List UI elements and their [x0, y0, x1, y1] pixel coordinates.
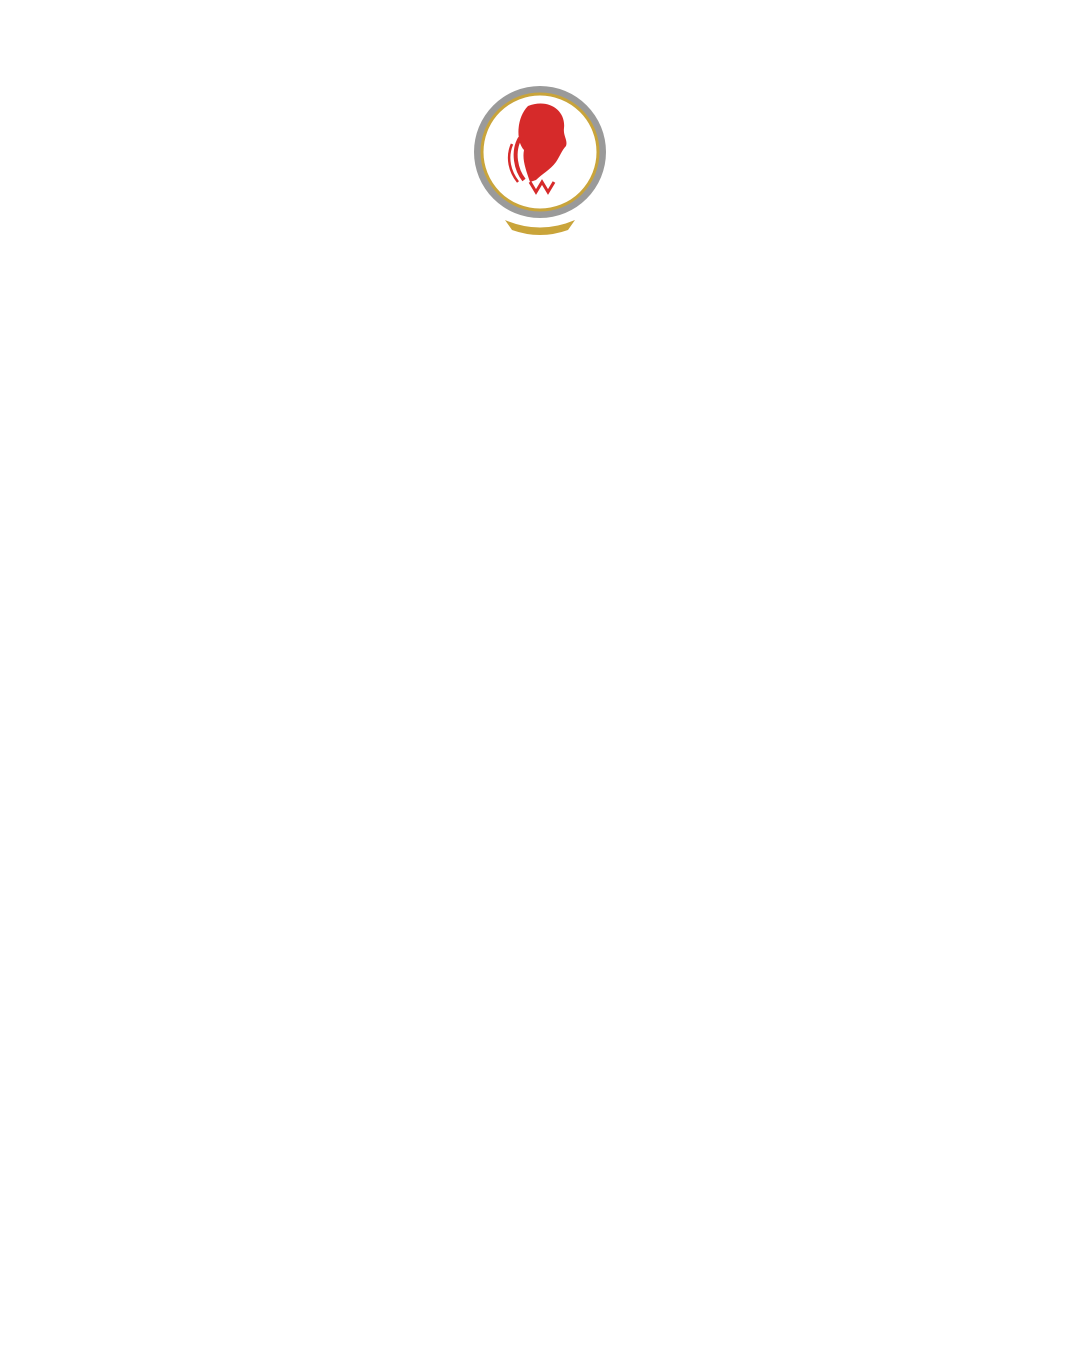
- federation-logo: [450, 70, 630, 240]
